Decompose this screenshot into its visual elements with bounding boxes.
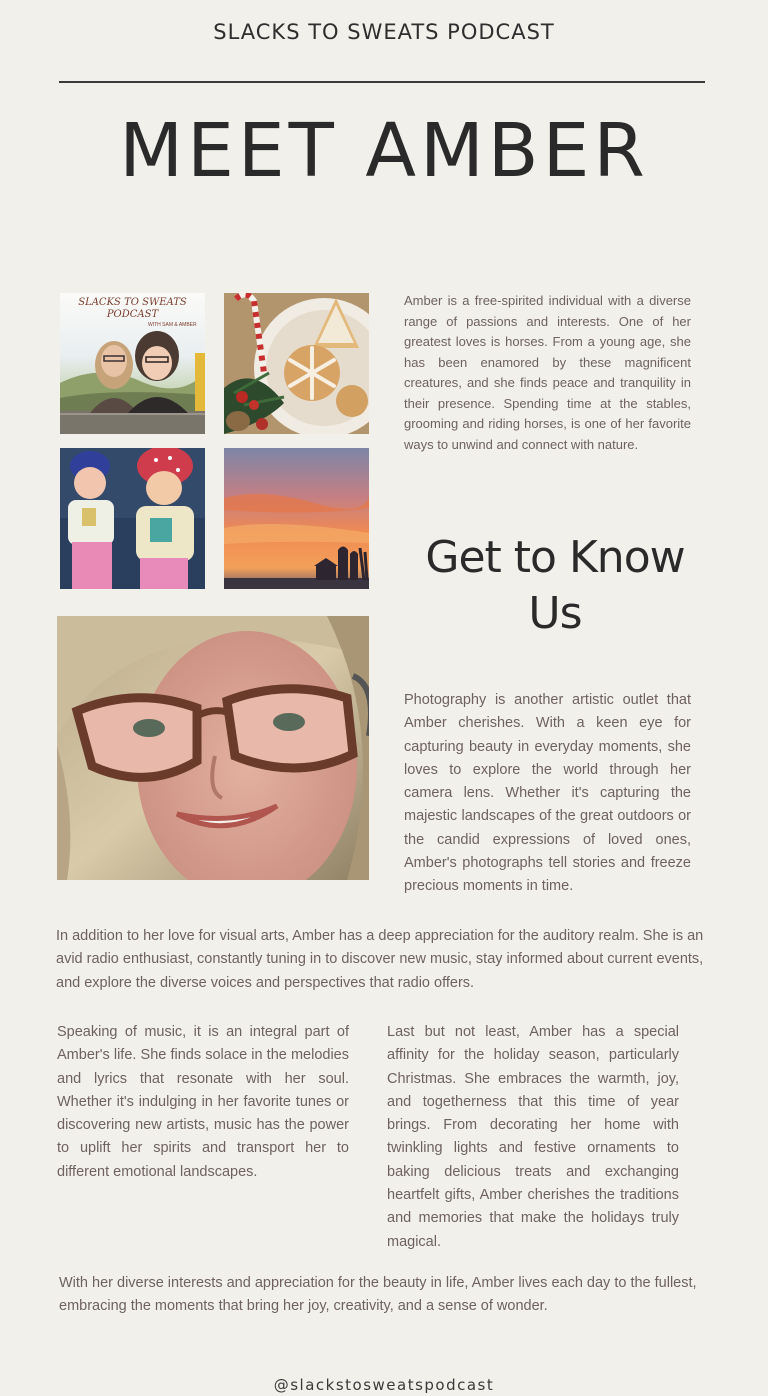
podcast-cover-photo [60, 293, 205, 434]
music-paragraph: Speaking of music, it is an integral part of Amber's life. She finds solace in the melodies and lyrics that resonate with her soul. Whether it's indulging in her favorite tunes or discovering new artists, music has the power to uplift her spirits and transport her to different emotional landscapes. [57, 1024, 349, 1180]
cover-title-line1: SLACKS TO SWEATS [78, 297, 187, 308]
section-heading-line2: Us [528, 588, 582, 639]
podcast-name: SLACKS TO SWEATS PODCAST [213, 20, 555, 44]
page-title: MEET AMBER [119, 108, 649, 194]
section-heading-line1: Get to Know [425, 532, 685, 583]
amber-portrait-photo [57, 616, 369, 880]
sunset-farm-photo [224, 448, 369, 589]
cover-title-line2: PODCAST [106, 309, 159, 320]
childhood-twins-photo [60, 448, 205, 589]
radio-paragraph: In addition to her love for visual arts, Amber has a deep appreciation for the auditory realm. She is an avid radio enthusiast, constantly tuning in to discover new music, stay informed about current events, and explore the diverse voices and perspectives that radio offers. [56, 928, 704, 991]
closing-paragraph: With her diverse interests and appreciation for the beauty in life, Amber lives each day to the fullest, embracing the moments that bring her joy, creativity, and a sense of wonder. [59, 1275, 697, 1315]
header-divider [59, 81, 705, 83]
holiday-paragraph: Last but not least, Amber has a special affinity for the holiday season, particularly Christmas. She embraces the warmth, joy, and togetherness that this time of year brings. From decorating her home with twinkling lights and festive ornaments to baking delicious treats and exchanging heartfelt gifts, Amber cherishes the traditions and memories that make the holidays truly magical. [387, 1024, 679, 1250]
christmas-cookies-photo [224, 293, 369, 434]
cover-subtitle: WITH SAM & AMBER [148, 322, 197, 328]
intro-paragraph: Amber is a free-spirited individual with a diverse range of passions and interests. One of her greatest loves is horses. From a young age, she has been enamored by these magnificent creatures, and she finds peace and tranquility in their presence. Spending time at the stables, grooming and riding horses, is one of her favorite ways to unwind and connect with nature. [404, 293, 691, 452]
photography-paragraph: Photography is another artistic outlet that Amber cherishes. With a keen eye for capturing beauty in everyday moments, she loves to explore the world through her camera lens. Whether it's capturing the majestic landscapes of the great outdoors or the candid expressions of loved ones, Amber's photographs tell stories and freeze precious moments in time. [404, 692, 691, 895]
social-handle: @slackstosweatspodcast [273, 1376, 495, 1394]
section-heading [400, 530, 710, 642]
